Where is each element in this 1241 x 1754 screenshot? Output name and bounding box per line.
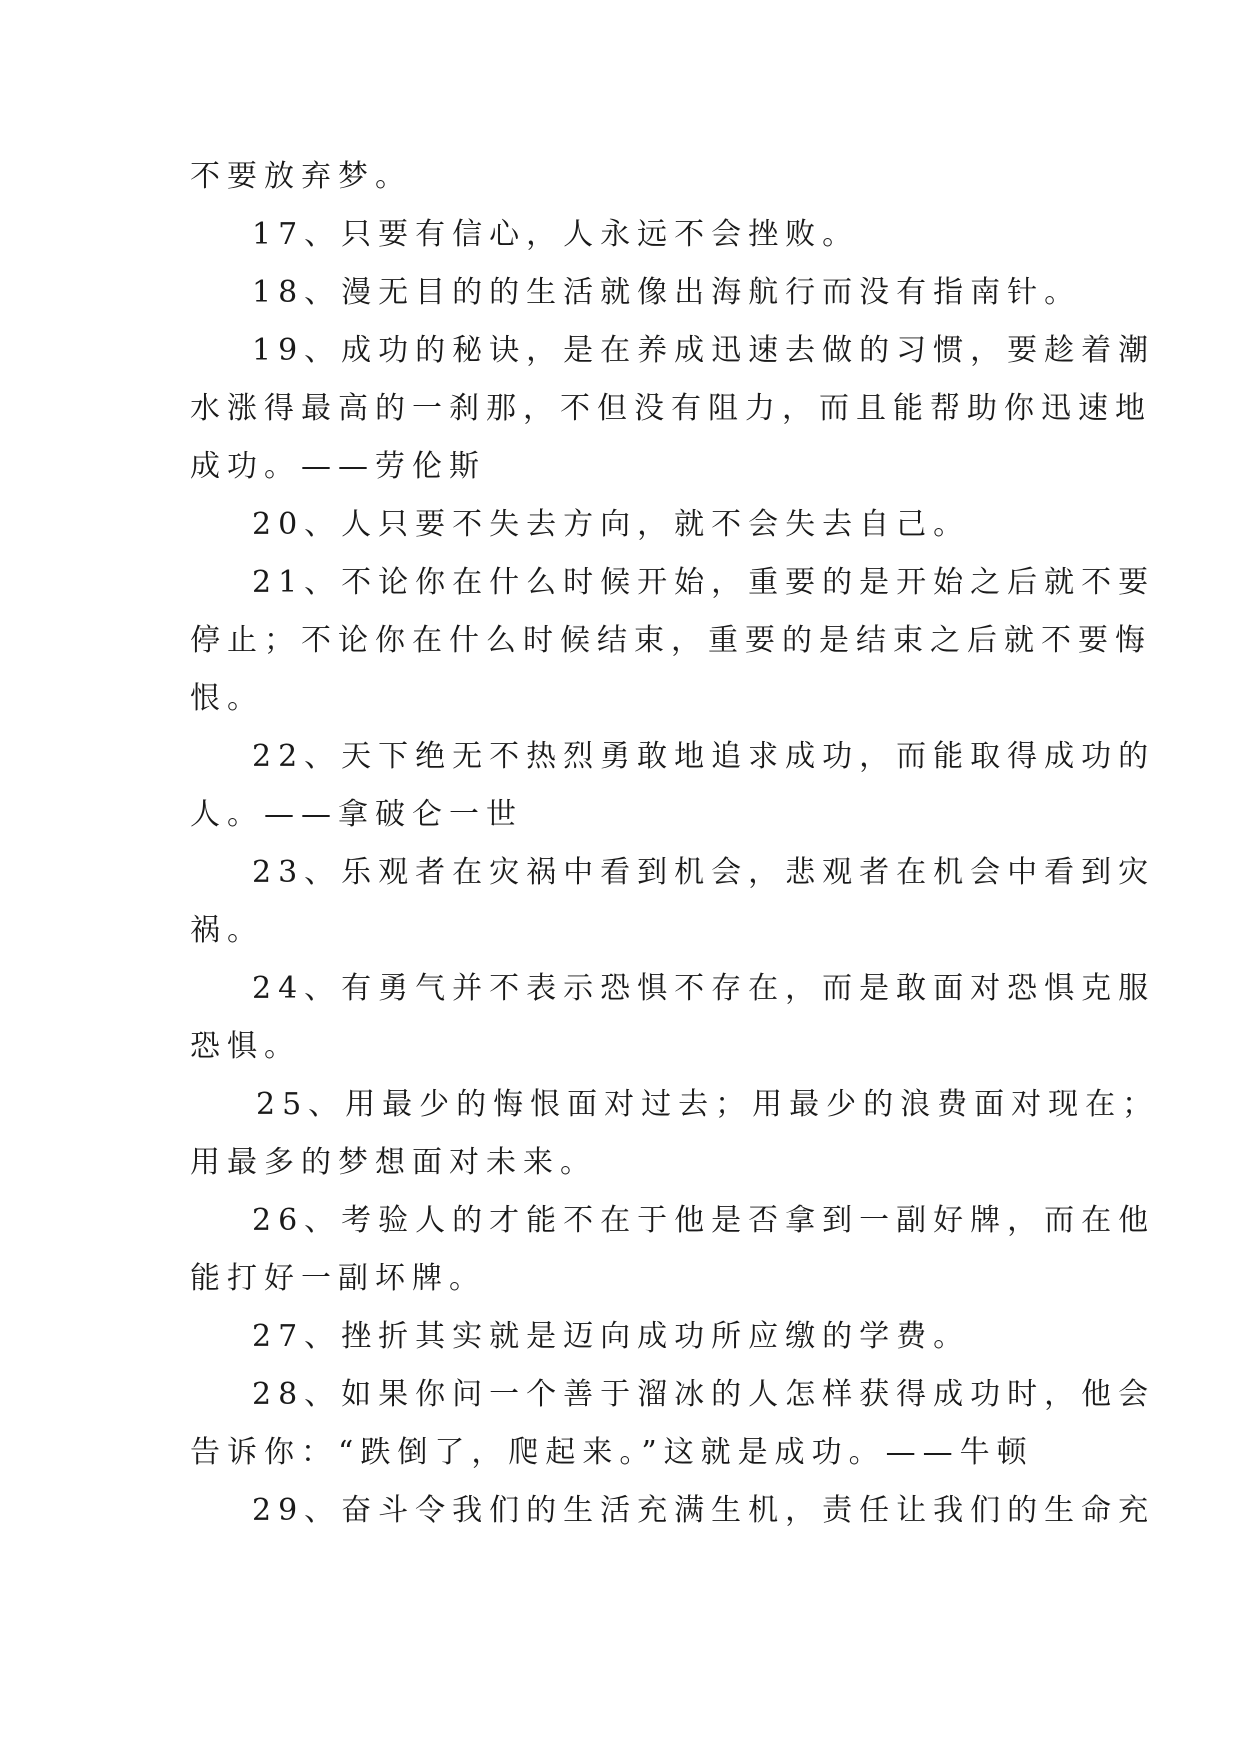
- text-line: 水涨得最高的一刹那，不但没有阻力，而且能帮助你迅速地: [190, 391, 1152, 426]
- text-line: 29、奋斗令我们的生活充满生机，责任让我们的生命充: [252, 1493, 1156, 1528]
- text-line: 23、乐观者在灾祸中看到机会，悲观者在机会中看到灾: [252, 855, 1156, 890]
- text-line: 27、挫折其实就是迈向成功所应缴的学费。: [252, 1319, 971, 1354]
- text-line: 22、天下绝无不热烈勇敢地追求成功，而能取得成功的: [252, 739, 1156, 774]
- text-line: 不要放弃梦。: [190, 159, 412, 194]
- text-line: 祸。: [190, 913, 264, 948]
- text-line: 20、人只要不失去方向，就不会失去自己。: [252, 507, 971, 542]
- text-line: 恨。: [190, 681, 264, 716]
- text-line: 能打好一副坏牌。: [190, 1261, 486, 1296]
- text-line: 25、用最少的悔恨面对过去；用最少的浪费面对现在；: [256, 1087, 1160, 1122]
- text-line: 18、漫无目的的生活就像出海航行而没有指南针。: [252, 275, 1082, 310]
- text-line: 24、有勇气并不表示恐惧不存在，而是敢面对恐惧克服: [252, 971, 1156, 1006]
- document-body: [190, 148, 1160, 1540]
- text-line: 告诉你：“跌倒了，爬起来。”这就是成功。——牛顿: [190, 1435, 1034, 1470]
- text-line: 28、如果你问一个善于溜冰的人怎样获得成功时，他会: [252, 1377, 1156, 1412]
- text-line: 停止；不论你在什么时候结束，重要的是结束之后就不要悔: [190, 623, 1152, 658]
- text-line: 26、考验人的才能不在于他是否拿到一副好牌，而在他: [252, 1203, 1156, 1238]
- text-line: 17、只要有信心，人永远不会挫败。: [252, 217, 860, 252]
- text-line: 恐惧。: [190, 1029, 301, 1064]
- text-line: 成功。——劳伦斯: [190, 449, 486, 484]
- text-line: 用最多的梦想面对未来。: [190, 1145, 597, 1180]
- text-line: 21、不论你在什么时候开始，重要的是开始之后就不要: [252, 565, 1156, 600]
- text-line: 人。——拿破仑一世: [190, 797, 523, 832]
- text-line: 19、成功的秘诀，是在养成迅速去做的习惯，要趁着潮: [252, 333, 1156, 368]
